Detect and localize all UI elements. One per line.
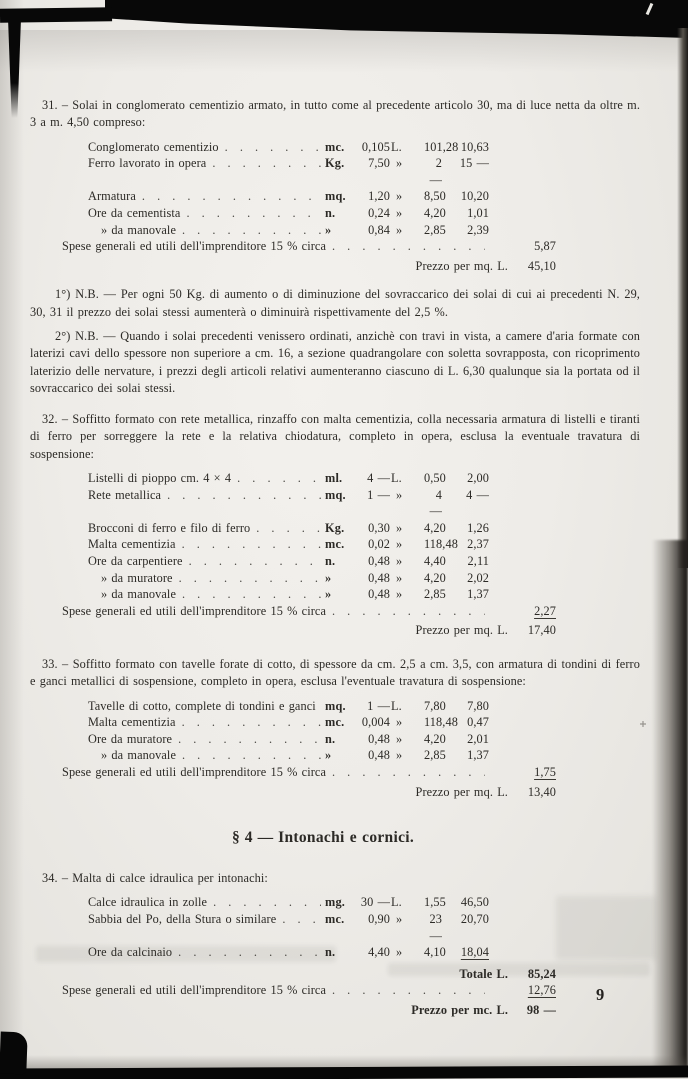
row-total: 2,39 (467, 222, 489, 237)
table-row (88, 894, 556, 911)
price-per-unit-value: 98 — (526, 1002, 556, 1017)
row-total: 7,80 (467, 698, 489, 713)
row-unit-price: 118,48 (424, 537, 458, 552)
row-description-text: Brocconi di ferro e filo di ferro (88, 520, 251, 535)
table-row (88, 944, 556, 961)
row-unit-price: 23 — (429, 912, 442, 943)
row-unit-price: 4,10 (424, 945, 446, 960)
section-title: Intonachi e cornici. (278, 829, 415, 847)
table-row (88, 570, 556, 587)
overheads-label: Spese generali ed utili dell'imprenditore 15 % circa (62, 603, 327, 618)
row-quantity: 0,48 (368, 553, 390, 568)
table-row (88, 714, 556, 731)
table-row (88, 698, 556, 715)
row-currency-mark: L. (391, 698, 402, 713)
row-currency-mark: » (396, 912, 403, 926)
dot-leader (326, 603, 485, 620)
right-edge-dark-band (652, 540, 688, 1071)
row-quantity: 0,48 (368, 587, 390, 602)
dot-leader (316, 698, 322, 715)
row-total: 15 — (459, 156, 489, 171)
table-row (88, 520, 556, 537)
item-32-intro: 32. – Soffitto formato con rete metallica, rinzaffo con malta cementizia, colla necessaria armatura di listelli e tiranti di ferro per sorreggere la rete e la relativa chiodatura, completo in opera, esclusa la eventuale travatura di sospensione: (30, 412, 640, 461)
left-edge-shadow (0, 0, 24, 1079)
section-heading (18, 828, 628, 848)
dot-leader (326, 238, 485, 255)
dot-leader (180, 205, 321, 222)
row-description-text: Ore da calcinaio (88, 945, 173, 960)
row-total: 1,01 (467, 205, 489, 220)
row-total: 2,01 (467, 731, 489, 746)
table-row (88, 747, 556, 764)
price-per-unit-label: Prezzo per mq. L. (415, 784, 508, 799)
row-description (88, 944, 325, 961)
row-quantity: 0,48 (368, 748, 390, 763)
row-unit-price: 8,50 (424, 189, 446, 204)
row-description-text: Sabbia del Po, della Stura o similare (88, 912, 277, 926)
price-per-unit-label: Prezzo per mq. L. (415, 258, 508, 273)
row-description-text: » da muratore (101, 570, 173, 585)
item-34-intro: 34. – Malta di calce idraulica per intonachi: (42, 871, 268, 886)
scanner-bottom-left-blob (0, 1032, 28, 1075)
table-row (88, 536, 556, 553)
row-description (88, 188, 325, 205)
price-per-unit-label: Prezzo per mc. L. (411, 1002, 508, 1017)
row-currency-mark: » (396, 748, 403, 763)
table-row (88, 470, 556, 487)
table-row (88, 139, 556, 156)
row-currency-mark: » (396, 487, 403, 502)
row-currency-mark: » (396, 570, 403, 585)
row-unit-price: 101,28 (424, 139, 459, 154)
row-description-text: » da manovale (101, 748, 177, 763)
item-33-overheads-row (62, 764, 556, 781)
dot-leader (250, 520, 321, 537)
price-per-unit-label: Prezzo per mq. L. (415, 623, 508, 638)
row-unit: mq. (325, 189, 346, 204)
overheads-label: Spese generali ed utili dell'imprenditore 15 % circa (62, 983, 327, 998)
row-unit: mq. (325, 698, 346, 713)
row-total: 46,50 (460, 895, 489, 910)
row-description-text: Conglomerato cementizio (88, 139, 219, 154)
row-quantity: 0,02 (368, 537, 390, 552)
row-unit: mc. (325, 912, 345, 926)
overheads-label: Spese generali ed utili dell'imprenditore 15 % circa (62, 764, 327, 779)
row-unit: ml. (325, 471, 343, 486)
item-34-total-row (30, 966, 556, 983)
price-per-unit-value: 17,40 (527, 623, 556, 638)
row-quantity: 7,50 (368, 156, 390, 171)
ink-speck (640, 721, 646, 727)
dot-leader (183, 553, 321, 570)
table-row (88, 487, 556, 520)
row-quantity: 0,48 (368, 731, 390, 746)
note-1: 1°) N.B. — Per ogni 50 Kg. di aumento o di diminuzione del sovraccarico dei solai di cui ai precedenti N. 29, 30, 31 il prezzo dei solai stessi aumenterà o diminuirà rispettivamente del 2,5 %. (30, 287, 640, 319)
total-label: Totale L. (459, 966, 508, 981)
row-currency-mark: » (396, 731, 403, 746)
dot-leader (276, 911, 321, 944)
row-unit-price: 7,80 (424, 698, 446, 713)
row-quantity: 0,84 (368, 222, 390, 237)
row-total: 18,04 (460, 945, 489, 960)
row-quantity: 0,48 (368, 570, 390, 585)
dot-leader (326, 764, 485, 781)
row-description (88, 222, 325, 239)
row-quantity: 0,30 (368, 520, 390, 535)
dot-leader (231, 470, 321, 487)
row-unit: » (325, 748, 332, 763)
row-description-text: » da manovale (101, 587, 177, 602)
page-number: 9 (596, 985, 605, 1004)
row-description-text: Ore da carpentiere (88, 553, 183, 568)
row-currency-mark: » (396, 222, 403, 237)
row-description (88, 698, 325, 715)
item-31-overheads-row (62, 238, 556, 255)
dot-leader (176, 747, 321, 764)
overheads-value: 1,75 (534, 764, 556, 779)
row-description (88, 520, 325, 537)
row-total: 1,37 (467, 748, 489, 763)
overheads-label: Spese generali ed utili dell'imprenditore 15 % circa (62, 239, 327, 254)
row-unit-price: 2 — (429, 156, 442, 187)
row-unit: » (325, 587, 332, 602)
row-description-text: Calce idraulica in zolle (88, 895, 208, 910)
row-quantity: 4,40 (368, 945, 390, 960)
price-per-unit-value: 45,10 (527, 258, 556, 273)
table-row (88, 205, 556, 222)
row-unit-price: 4,40 (424, 553, 446, 568)
row-unit-price: 4,20 (424, 570, 446, 585)
dot-leader (173, 570, 321, 587)
row-unit-price: 118,48 (424, 715, 458, 730)
row-description (88, 205, 325, 222)
row-currency-mark: » (396, 553, 403, 568)
dot-leader (176, 536, 321, 553)
row-unit-price: 2,85 (424, 222, 446, 237)
row-unit-price: 0,50 (424, 471, 446, 486)
row-quantity: 0,105 (361, 139, 390, 154)
price-per-unit-value: 13,40 (527, 784, 556, 799)
item-33-price-per-unit-row (30, 784, 556, 801)
item-33-intro: 33. – Soffitto formato con tavelle forate di cotto, di spessore da cm. 2,5 a cm. 3,5, con armatura di tondini di ferro e ganci metallici di sospensione, completo in opera, esclusa l'eventuale travatura di sospensione: (30, 656, 640, 689)
row-unit: n. (325, 731, 336, 746)
item-31-price-table (88, 139, 556, 239)
item-34-overheads-row (62, 982, 556, 999)
row-description-text: Armatura (88, 189, 136, 204)
table-row (88, 155, 556, 188)
row-quantity: 4 — (367, 471, 390, 486)
item-32-overheads-row (62, 603, 556, 620)
row-currency-mark: » (396, 156, 403, 171)
row-total: 2,11 (467, 553, 489, 568)
row-description (88, 139, 325, 156)
row-total: 2,37 (467, 537, 489, 552)
row-description-text: Listelli di pioppo cm. 4 × 4 (88, 471, 232, 486)
row-unit: n. (325, 945, 336, 960)
row-quantity: 1 — (367, 487, 390, 502)
row-description (88, 553, 325, 570)
row-unit: mg. (325, 895, 346, 910)
top-band-shadow (0, 30, 688, 72)
document-content (30, 97, 640, 1019)
right-edge-line (677, 28, 688, 568)
row-description (88, 894, 325, 911)
row-currency-mark: » (396, 520, 403, 535)
row-quantity: 0,004 (361, 715, 390, 730)
row-unit-price: 4,20 (424, 205, 446, 220)
item-31-intro: 31. – Solai in conglomerato cementizio armato, in tutto come al precedente articolo 30, ma di luce netta da oltre m. 3 a m. 4,50 compreso: (30, 98, 640, 130)
row-unit: n. (325, 205, 336, 220)
row-total: 4 — (466, 487, 489, 502)
row-currency-mark: L. (391, 895, 402, 910)
row-description-text: Rete metallica (88, 487, 162, 502)
item-34-price-per-unit-row (30, 1002, 556, 1019)
row-description-text: Tavelle di cotto, complete di tondini e ganci (88, 698, 316, 713)
row-unit-price: 4 — (429, 487, 442, 519)
row-description (88, 586, 325, 603)
row-description (88, 731, 325, 748)
total-value: 85,24 (527, 966, 556, 981)
row-description-text: Ore da cementista (88, 205, 181, 220)
row-quantity: 1,20 (368, 189, 390, 204)
row-unit-price: 4,20 (424, 520, 446, 535)
table-row (88, 553, 556, 570)
row-total: 10,63 (460, 139, 489, 154)
row-total: 20,70 (460, 912, 489, 926)
row-description-text: Ore da muratore (88, 731, 173, 746)
item-31-price-per-unit-row (30, 258, 556, 275)
overheads-value: 2,27 (534, 603, 556, 618)
row-quantity: 30 — (360, 895, 390, 910)
row-unit: mq. (325, 487, 346, 502)
section-number: § 4 — (231, 829, 274, 847)
dot-leader (136, 188, 321, 205)
row-unit: mc. (325, 139, 345, 154)
row-description (88, 911, 325, 944)
row-description (88, 155, 325, 188)
row-description-text: » da manovale (101, 222, 177, 237)
row-description-text: Ferro lavorato in opera (88, 156, 207, 171)
item-32-price-table (88, 470, 556, 603)
row-description-text: Malta cementizia (88, 715, 176, 730)
row-unit-price: 1,55 (424, 895, 446, 910)
note-2: 2°) N.B. — Quando i solai precedenti venissero ordinati, anzichè con travi in vista, a camere d'aria formate con laterizi cavi dello spessore non superiore a cm. 16, a sezione quadrangolare con soletta sovrapposta, con ricoprimento laterizio delle nervature, i prezzi degli articoli relativi aumenteranno ciascuno di L. 6,30 qualunque sia la portata od il sovraccarico dei solai stessi. (30, 328, 640, 395)
row-total: 2,00 (467, 471, 489, 486)
dot-leader (172, 944, 321, 961)
row-description (88, 470, 325, 487)
row-unit: n. (325, 553, 336, 568)
row-quantity: 0,24 (368, 205, 390, 220)
table-row (88, 911, 556, 944)
row-unit-price: 4,20 (424, 731, 446, 746)
item-33-price-table (88, 698, 556, 764)
row-currency-mark: » (396, 587, 403, 602)
table-row (88, 586, 556, 603)
row-total: 2,02 (467, 570, 489, 585)
table-row (88, 222, 556, 239)
row-description-text: Malta cementizia (88, 537, 176, 552)
row-description (88, 747, 325, 764)
row-unit: » (325, 222, 332, 237)
row-quantity: 1 — (367, 698, 390, 713)
dot-leader (176, 222, 321, 239)
row-currency-mark: » (396, 945, 403, 960)
row-description (88, 714, 325, 731)
row-currency-mark: » (396, 537, 403, 552)
row-total: 1,26 (467, 520, 489, 535)
row-currency-mark: » (396, 205, 403, 220)
dot-leader (326, 982, 485, 999)
row-unit: Kg. (325, 156, 345, 171)
row-currency-mark: » (396, 189, 403, 204)
dot-leader (161, 487, 321, 520)
row-currency-mark: » (396, 715, 403, 730)
dot-leader (172, 731, 321, 748)
overheads-value: 12,76 (527, 983, 556, 998)
dot-leader (176, 714, 321, 731)
row-description (88, 487, 325, 520)
item-34-price-table (88, 894, 556, 960)
row-unit: » (325, 570, 332, 585)
row-currency-mark: L. (391, 139, 402, 154)
row-total: 0,47 (467, 715, 489, 730)
table-row (88, 188, 556, 205)
row-unit: mc. (325, 715, 345, 730)
row-description (88, 570, 325, 587)
row-unit-price: 2,85 (424, 748, 446, 763)
dot-leader (219, 139, 321, 156)
dot-leader (207, 894, 321, 911)
overheads-value: 5,87 (534, 239, 556, 254)
dot-leader (176, 586, 321, 603)
item-32-price-per-unit-row (30, 622, 556, 639)
row-unit-price: 2,85 (424, 587, 446, 602)
dot-leader (206, 155, 321, 188)
row-unit: mc. (325, 537, 345, 552)
table-row (88, 731, 556, 748)
row-description (88, 536, 325, 553)
row-quantity: 0,90 (368, 912, 390, 926)
row-total: 1,37 (467, 587, 489, 602)
row-total: 10,20 (460, 189, 489, 204)
row-unit: Kg. (325, 520, 345, 535)
scanner-bottom-band (0, 1065, 688, 1079)
row-currency-mark: L. (391, 471, 402, 486)
